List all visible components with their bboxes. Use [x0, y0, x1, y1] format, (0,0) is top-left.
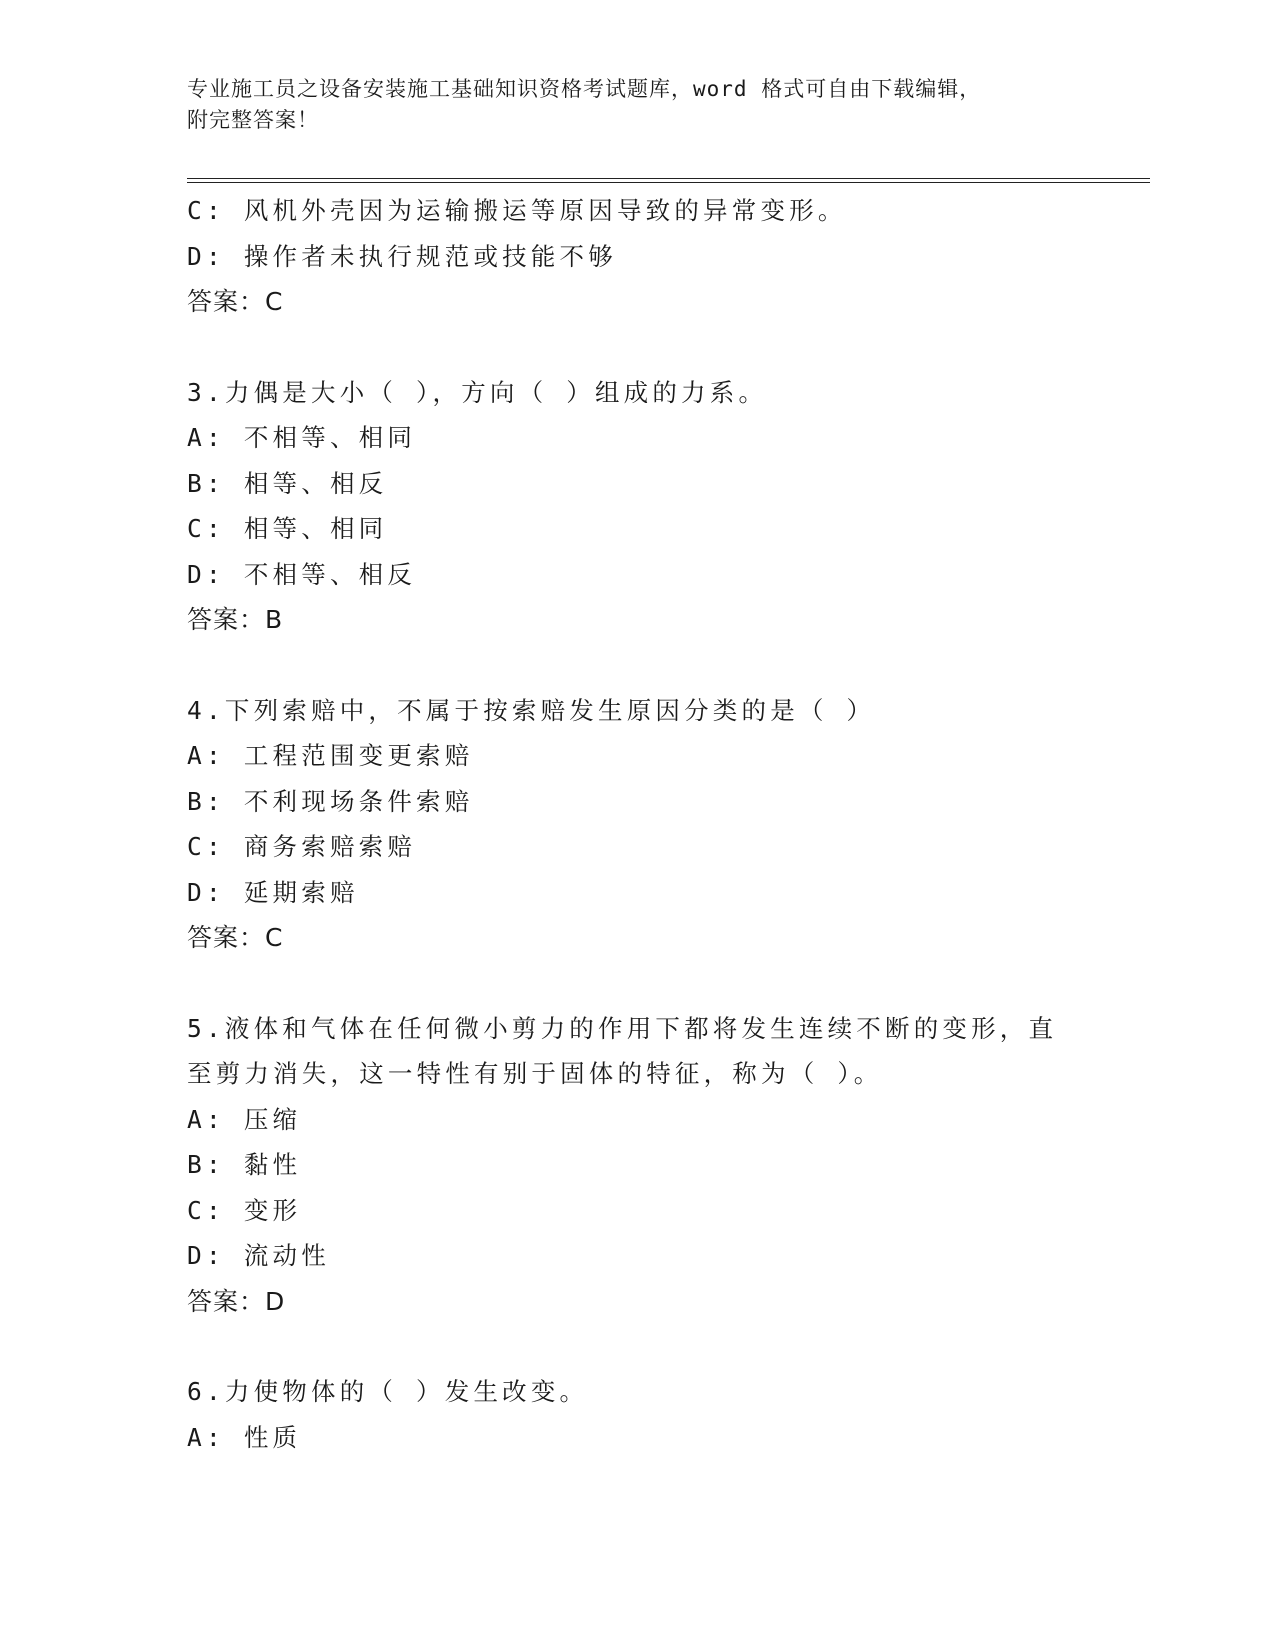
question-block — [187, 1369, 1087, 1460]
option-c: C: 风机外壳因为运输搬运等原因导致的异常变形。 — [187, 196, 847, 225]
option-a: A: 性质 — [187, 1422, 302, 1452]
question-block — [187, 188, 1087, 325]
document-page — [187, 0, 1147, 1650]
question-list — [187, 188, 1087, 1460]
question-spacer — [187, 643, 1087, 688]
option-a: A: 压缩 — [187, 1104, 302, 1134]
question-block — [187, 688, 1087, 961]
option-a: A: 不相等、相同 — [187, 423, 417, 452]
option-b: B: 不利现场条件索赔 — [187, 786, 474, 816]
option-d: D: 延期索赔 — [187, 877, 359, 907]
question-stem: 3.力偶是大小（ ），方向（ ）组成的力系。 — [187, 377, 768, 407]
answer-line: 答案：B — [187, 605, 284, 634]
header-divider — [187, 178, 1150, 183]
answer-line: 答案：D — [187, 1286, 286, 1316]
question-stem: 6.力使物体的（ ）发生改变。 — [187, 1377, 589, 1406]
option-a: A: 工程范围变更索赔 — [187, 741, 474, 770]
document-header — [187, 74, 1087, 136]
question-stem-line-2: 至剪力消失，这一特性有别于固体的特征，称为（ ）。 — [187, 1059, 883, 1088]
question-block — [187, 370, 1087, 643]
question-stem-line-1: 5.液体和气体在任何微小剪力的作用下都将发生连续不断的变形，直 — [187, 1013, 1058, 1043]
question-stem: 4.下列索赔中，不属于按索赔发生原因分类的是（ ） — [187, 695, 876, 725]
question-spacer — [187, 961, 1087, 1006]
option-b: B: 相等、相反 — [187, 468, 388, 498]
option-c: C: 变形 — [187, 1195, 302, 1225]
question-spacer — [187, 325, 1087, 370]
option-d: D: 操作者未执行规范或技能不够 — [187, 241, 617, 271]
header-line-2: 附完整答案！ — [187, 108, 319, 132]
option-c: C: 商务索赔索赔 — [187, 832, 417, 861]
header-line-1: 专业施工员之设备安装施工基础知识资格考试题库，word 格式可自由下载编辑， — [187, 77, 982, 101]
answer-line: 答案：C — [187, 923, 284, 952]
option-b: B: 黏性 — [187, 1150, 302, 1179]
option-c: C: 相等、相同 — [187, 514, 388, 543]
question-block — [187, 1006, 1087, 1325]
answer-line: 答案：C — [187, 287, 284, 316]
option-d: D: 不相等、相反 — [187, 559, 417, 589]
option-d: D: 流动性 — [187, 1241, 330, 1270]
question-spacer — [187, 1324, 1087, 1369]
